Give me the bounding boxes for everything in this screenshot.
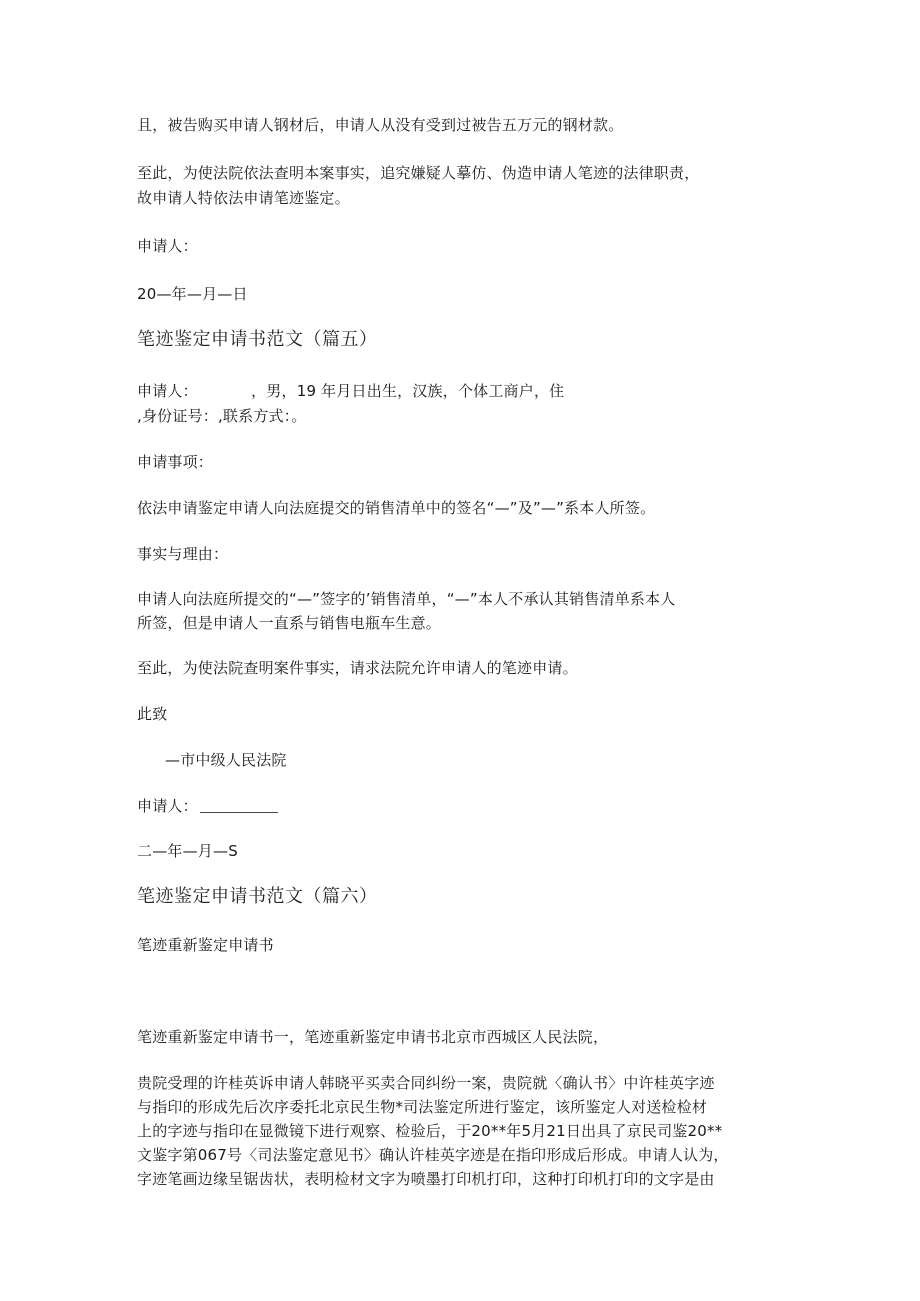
date-line: 20—年—月—日 — [137, 285, 248, 303]
paragraph-line: 故申请人特依法申请笔迹鉴定。 — [137, 189, 350, 207]
section-heading-6: 笔迹鉴定申请书范文（篇六） — [137, 886, 378, 907]
applicant-info-line: ,身份证号：,联系方式：。 — [137, 407, 307, 425]
paragraph-line: 上的字迹与指印在显微镜下进行观察、检验后，于20**年5月21日出具了京民司鉴20** — [137, 1122, 723, 1140]
section-heading-5: 笔迹鉴定申请书范文（篇五） — [137, 329, 378, 350]
paragraph-line: 笔迹重新鉴定申请书一，笔迹重新鉴定申请书北京市西城区人民法院， — [137, 1028, 609, 1046]
signature-blank — [200, 798, 278, 813]
applicant-label: 申请人： — [137, 237, 198, 255]
paragraph-line: 且，被告购买申请人钢材后，申请人从没有受到过被告五万元的钢材款。 — [137, 116, 624, 134]
signature-line — [137, 794, 787, 818]
paragraph-line: 至此，为使法院依法查明本案事实，追究嫌疑人摹仿、伪造申请人笔迹的法律职责， — [137, 164, 700, 182]
date-line: 二—年—月—S — [137, 842, 238, 860]
court-name: —市中级人民法院 — [165, 751, 287, 769]
paragraph-line: 依法申请鉴定申请人向法庭提交的销售清单中的签名“—”及”—”系本人所签。 — [137, 499, 656, 517]
paragraph-line: 贵院受理的许桂英诉申请人韩晓平买卖合同纠纷一案，贵院就〈确认书〉中许桂英字迹 — [137, 1074, 715, 1092]
applicant-label: 申请人： — [137, 797, 198, 815]
document-subtitle: 笔迹重新鉴定申请书 — [137, 936, 274, 954]
applicant-info-line: 申请人： ，男，19 年月日出生，汉族，个体工商户，住 — [137, 382, 565, 400]
salutation: 此致 — [137, 705, 168, 723]
paragraph-line: 申请人向法庭所提交的“—”签字的’销售清单，“—”本人不承认其销售清单系本人 — [137, 590, 676, 608]
paragraph-line: 与指印的形成先后次序委托北京民生物*司法鉴定所进行鉴定，该所鉴定人对送检检材 — [137, 1098, 708, 1116]
facts-label: 事实与理由： — [137, 545, 229, 563]
paragraph-line: 文鉴字第067号〈司法鉴定意见书〉确认许桂英字迹是在指印形成后形成。申请人认为， — [137, 1146, 729, 1164]
paragraph-line: 所签，但是申请人一直系与销售电瓶车生意。 — [137, 614, 442, 632]
paragraph-line: 至此，为使法院查明案件事实，请求法院允许申请人的笔迹申请。 — [137, 659, 578, 677]
request-items-label: 申请事项： — [137, 453, 214, 471]
paragraph-line: 字迹笔画边缘呈锯齿状，表明检材文字为喷墨打印机打印，这种打印机打印的文字是由 — [137, 1170, 715, 1188]
